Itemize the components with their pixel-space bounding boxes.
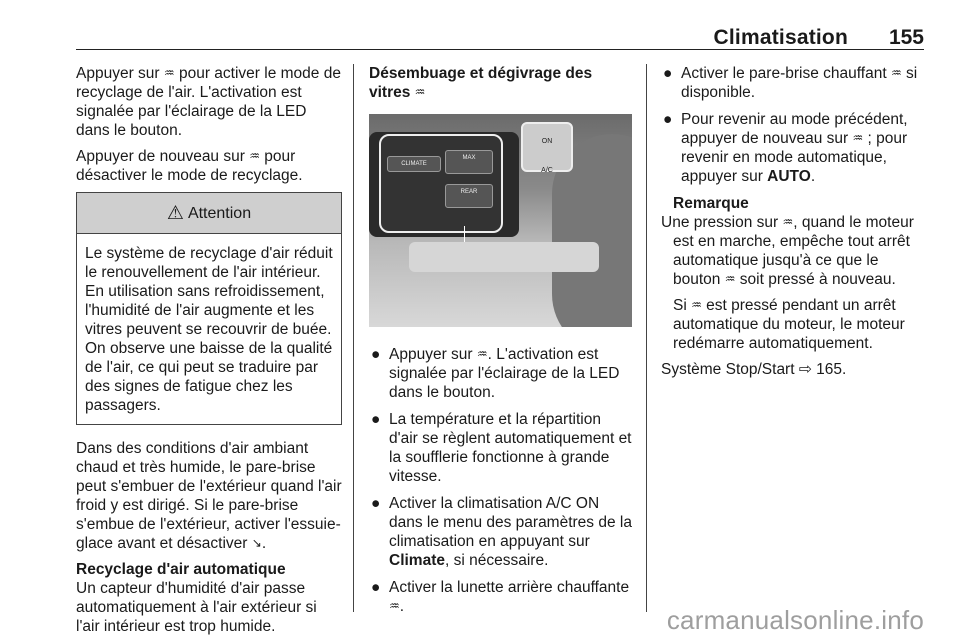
defrost-max-icon: ♒ [414,85,426,99]
defrost-max-icon: ♒ [691,298,702,312]
paragraph: Appuyer sur ♒ pour activer le mode de recyclage de l'air. L'activation est signalée par l'éclairage de la LED dans le bouton. [76,65,341,139]
warning-box [76,192,342,425]
paragraph: Appuyer de nouveau sur ♒ pour désactiver le mode de recyclage. [76,148,303,184]
list-item: ● La température et la répartition d'air se règlent automatiquement et la soufflerie fonctionne à grande vitesse. [371,411,632,485]
max-defrost-button: MAX [445,150,493,174]
list-item: ● Appuyer sur ♒. L'activation est signalée par l'éclairage de la LED dans le bouton. [371,346,620,401]
list-item: ● Activer le pare-brise chauffant ♒ si disponible. [663,65,918,101]
recirculation-icon: ♒ [249,149,260,163]
climate-strip [409,242,599,272]
warning-text: Le système de recyclage d'air réduit le renouvellement de l'air intérieur. En utilisation sans refroidissement, l'humidité de l'air augmente et les vitres peuvent se recouvrir de buée. On observe une baisse de la qualité de l'air, ce qui peut se traduire par des signes de fatigue chez les passagers. [85,245,333,414]
paragraph: Un capteur d'humidité d'air passe automatiquement à l'air extérieur si l'air intérieur est trop humide. [76,580,317,635]
on-ac-callout: ON A/C [521,122,573,172]
warning-header [77,193,341,234]
defrost-max-icon: ♒ [476,347,488,361]
paragraph: Dans des conditions d'air ambiant chaud et très humide, le pare-brise peut s'embuer de l'extérieur quand l'air froid y est dirigé. Si le pare-brise s'embue de l'extérieur, activer l'essuie-glace avant et désactiver ↘. [76,440,342,552]
warning-title: Attention [187,204,252,222]
column-1 [76,64,342,643]
page-title: Climatisation [713,26,848,49]
column-divider [646,64,647,612]
defrost-max-icon: ♒ [852,131,864,145]
rear-defrost-button: REAR [445,184,493,208]
list-item: ● Activer la lunette arrière chauffante ♒. [371,579,630,615]
zoom-callout [379,134,503,233]
page-number: 155 [888,26,924,49]
air-distribution-icon: ↘ [251,536,262,550]
climate-button: CLIMATE [387,156,441,172]
warning-triangle-icon: ⚠ [166,202,184,224]
column-divider [353,64,354,612]
defrost-max-icon: ♒ [724,272,736,286]
list-item: ● Pour revenir au mode précédent, appuyer de nouveau sur ♒ ; pour revenir en mode automatique, appuyer sur AUTO. [663,111,908,185]
note-paragraph: Si ♒ est pressé pendant un arrêt automatique du moteur, le moteur redémarre automatiquement. [673,297,905,352]
column-2 [369,64,634,624]
note-label: Remarque [673,195,749,212]
defrost-max-icon: ♒ [782,215,794,229]
watermark: carmanualsonline.info [666,605,924,635]
list-item: ● Activer la climatisation A/C ON dans le menu des paramètres de la climatisation en appuyant sur Climate, si nécessaire. [371,495,632,569]
note-paragraph: Une pression sur ♒, quand le moteur est en marche, empêche tout arrêt automatique jusqu'à ce que le bouton ♒ soit pressé à nouveau. [661,214,914,288]
recirculation-icon: ♒ [163,66,175,80]
section-heading: Recyclage d'air automatique [76,561,286,578]
climate-control-photo [369,114,632,327]
page-header [0,0,960,50]
cross-reference[interactable]: Système Stop/Start ⇨ 165. [661,361,847,378]
column-3 [661,64,929,386]
heated-windscreen-icon: ♒ [890,66,902,80]
header-rule [76,49,924,50]
rear-defrost-icon: ♒ [389,599,400,613]
section-heading: Désembuage et dégivrage des vitres ♒ [369,65,593,101]
